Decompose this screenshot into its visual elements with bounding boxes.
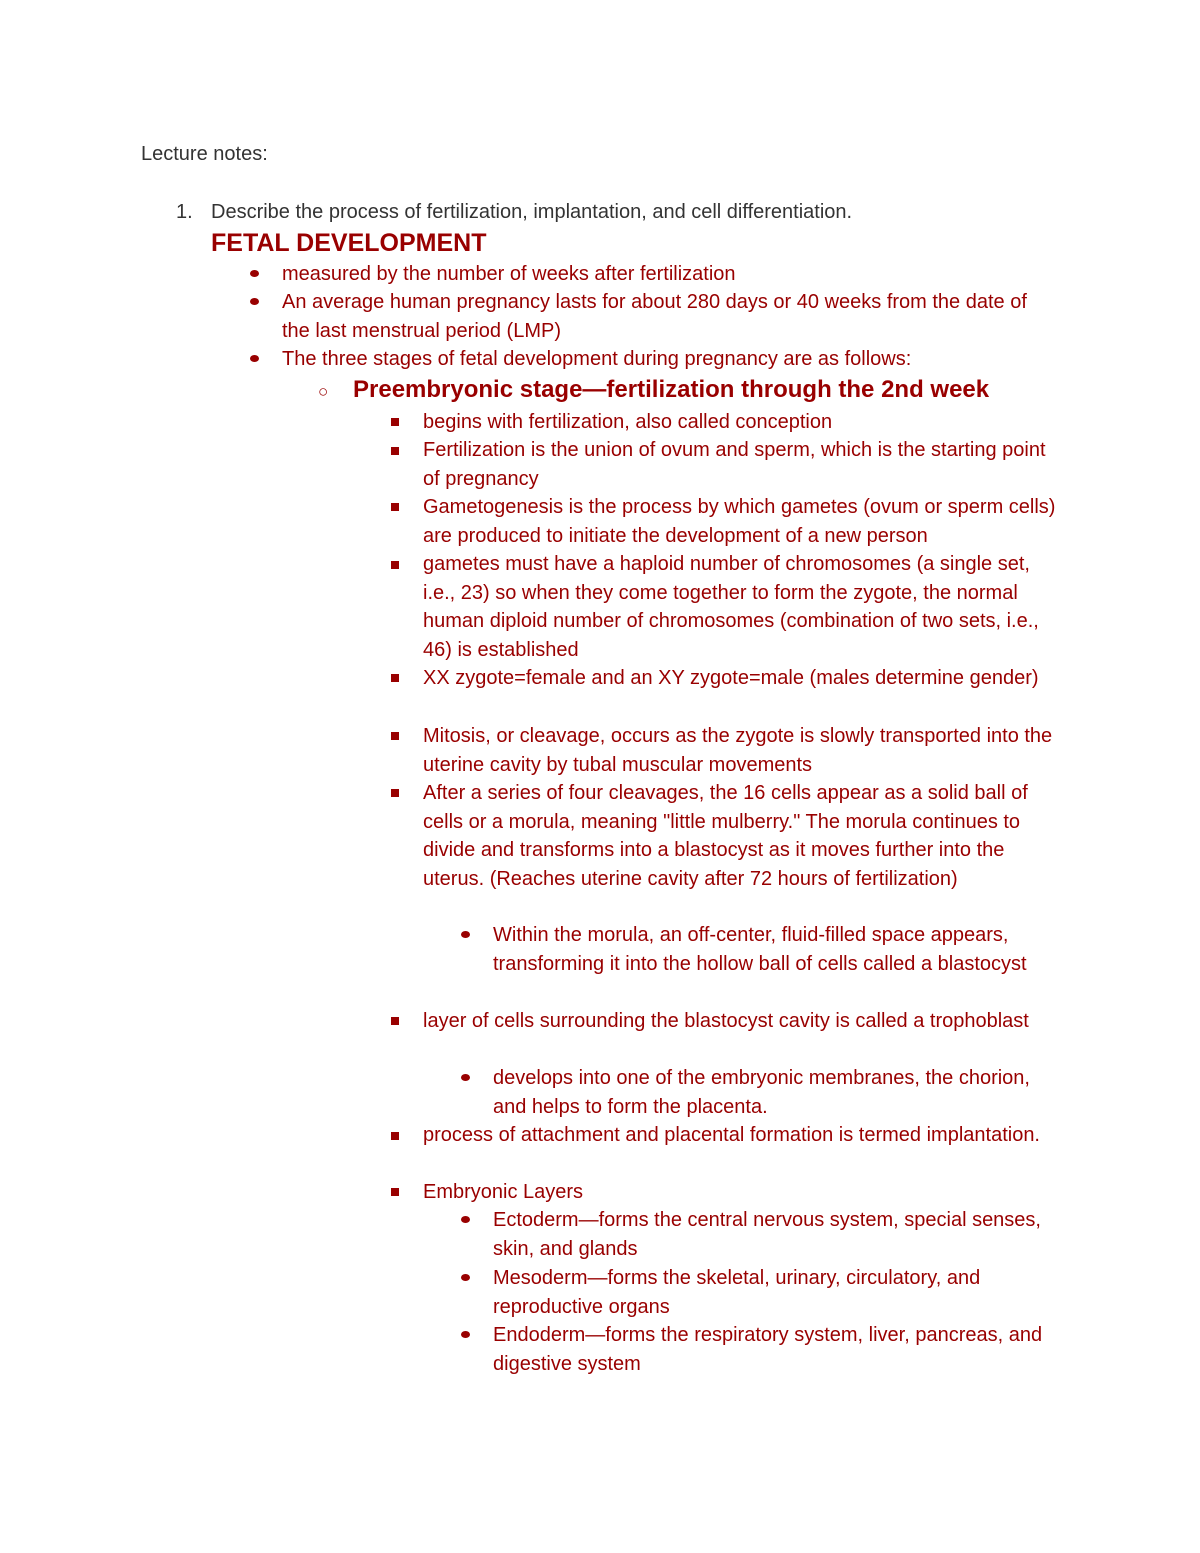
bullet-square-icon [391, 418, 399, 426]
list-item-level3: Mitosis, or cleavage, occurs as the zygote is slowly transported into the uterine cavity by tubal muscular movements [423, 725, 1053, 776]
section-heading: FETAL DEVELOPMENT [211, 229, 487, 257]
question-text: Describe the process of fertilization, implantation, and cell differentiation. [211, 201, 853, 223]
bullet-square-icon [391, 674, 399, 682]
bullet-square-icon [391, 447, 399, 455]
list-item-level3: process of attachment and placental formation is termed implantation. [423, 1124, 1040, 1146]
list-item-level3: Fertilization is the union of ovum and sperm, which is the starting point of pregnancy [423, 439, 1046, 490]
stage-heading: Preembryonic stage—fertilization through the 2nd week [353, 376, 990, 403]
bullet-dot-icon [250, 298, 259, 305]
bullet-dot-icon [461, 1216, 470, 1223]
bullet-dot-icon [461, 1274, 470, 1281]
list-item-level3: layer of cells surrounding the blastocyst cavity is called a trophoblast [423, 1010, 1029, 1032]
bullet-ring-icon: ○ [318, 382, 329, 401]
list-item-level4: Ectoderm—forms the central nervous system, special senses, skin, and glands [493, 1209, 1041, 1260]
bullet-square-icon [391, 732, 399, 740]
bullet-square-icon [391, 561, 399, 569]
list-item-level1: measured by the number of weeks after fertilization [282, 263, 736, 285]
list-item-level3: gametes must have a haploid number of chromosomes (a single set, i.e., 23) so when they come together to form the zygote, the normal human diploid number of chromosomes (combination of two sets, i.e., 46) is established [423, 553, 1039, 661]
question-number: 1. [176, 201, 193, 223]
list-item-level3: begins with fertilization, also called conception [423, 411, 833, 433]
list-item-level3: Gametogenesis is the process by which gametes (ovum or sperm cells) are produced to initiate the development of a new person [423, 496, 1056, 547]
bullet-square-icon [391, 789, 399, 797]
list-item-level4: develops into one of the embryonic membranes, the chorion, and helps to form the placenta. [493, 1067, 1030, 1118]
list-item-level4: Mesoderm—forms the skeletal, urinary, circulatory, and reproductive organs [493, 1267, 981, 1318]
bullet-square-icon [391, 1017, 399, 1025]
bullet-dot-icon [461, 1331, 470, 1338]
bullet-dot-icon [461, 1074, 470, 1081]
bullet-dot-icon [250, 270, 259, 277]
list-item-level3: XX zygote=female and an XY zygote=male (males determine gender) [423, 667, 1039, 689]
list-item-level4: Endoderm—forms the respiratory system, liver, pancreas, and digestive system [493, 1324, 1043, 1375]
bullet-square-icon [391, 503, 399, 511]
list-item-level3: After a series of four cleavages, the 16 cells appear as a solid ball of cells or a morula, meaning "little mulberry." The morula continues to divide and transforms into a blastocyst as it moves further into the uterus. (Reaches uterine cavity after 72 hours of fertilization) [423, 782, 1028, 890]
bullet-square-icon [391, 1188, 399, 1196]
list-item-level1: The three stages of fetal development during pregnancy are as follows: [282, 348, 912, 370]
intro-text: Lecture notes: [141, 143, 268, 165]
bullet-dot-icon [250, 355, 259, 362]
bullet-dot-icon [461, 931, 470, 938]
list-item-level1: An average human pregnancy lasts for about 280 days or 40 weeks from the date of the last menstrual period (LMP) [282, 291, 1027, 342]
bullet-square-icon [391, 1132, 399, 1140]
list-item-level4: Within the morula, an off-center, fluid-filled space appears, transforming it into the hollow ball of cells called a blastocyst [493, 924, 1027, 975]
list-item-level3: Embryonic Layers [423, 1181, 584, 1203]
